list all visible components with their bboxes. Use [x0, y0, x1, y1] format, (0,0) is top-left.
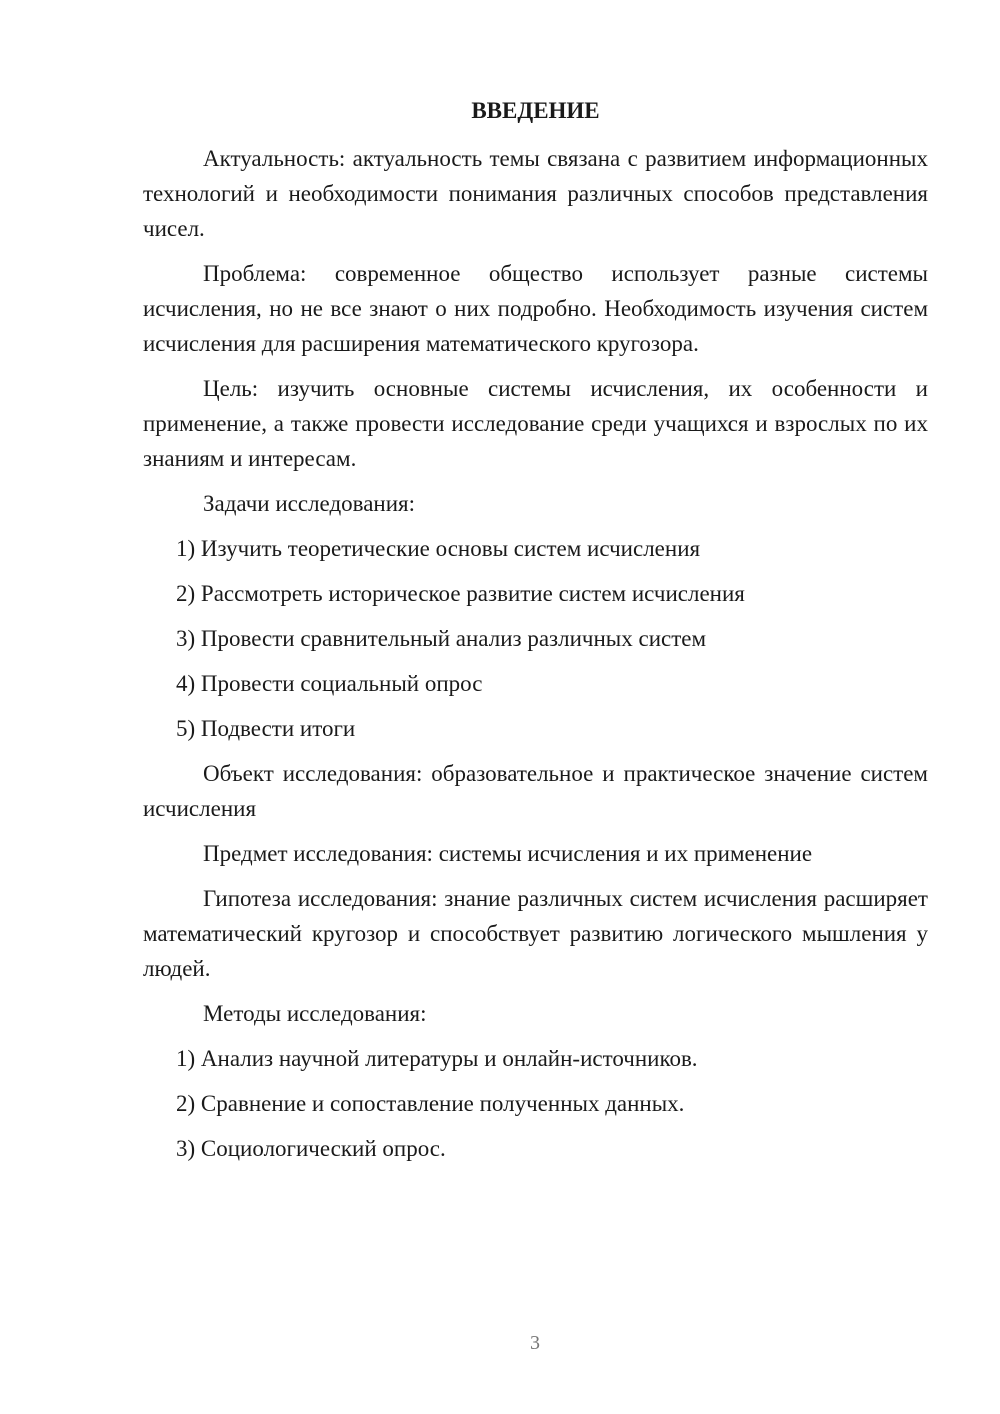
hypothesis-paragraph: Гипотеза исследования: знание различных систем исчисления расширяет математический кругозор и способствует развитию логического мышления у людей.	[143, 886, 928, 981]
section-title: ВВЕДЕНИЕ	[471, 98, 600, 123]
task-item: 1) Изучить теоретические основы систем исчисления	[176, 536, 701, 561]
methods-heading: Методы исследования:	[203, 1001, 427, 1026]
relevance-paragraph: Актуальность: актуальность темы связана с развитием информационных технологий и необходимости понимания различных способов представления чисел.	[143, 146, 928, 241]
task-item: 4) Провести социальный опрос	[176, 671, 483, 696]
object-paragraph: Объект исследования: образовательное и практическое значение систем исчисления	[143, 761, 928, 821]
task-item: 5) Подвести итоги	[176, 716, 356, 741]
page-number: 3	[530, 1332, 540, 1354]
page-content	[143, 93, 928, 1166]
task-item: 2) Рассмотреть историческое развитие систем исчисления	[176, 581, 745, 606]
goal-paragraph: Цель: изучить основные системы исчисления, их особенности и применение, а также провести исследование среди учащихся и взрослых по их знаниям и интересам.	[143, 376, 928, 471]
subject-paragraph: Предмет исследования: системы исчисления и их применение	[203, 841, 813, 866]
task-item: 3) Провести сравнительный анализ различных систем	[176, 626, 707, 651]
method-item: 3) Социологический опрос.	[176, 1136, 446, 1161]
problem-paragraph: Проблема: современное общество использует разные системы исчисления, но не все знают о них подробно. Необходимость изучения систем исчисления для расширения математического кругозора.	[143, 261, 928, 356]
method-item: 2) Сравнение и сопоставление полученных данных.	[176, 1091, 685, 1116]
tasks-heading: Задачи исследования:	[203, 491, 416, 516]
method-item: 1) Анализ научной литературы и онлайн-источников.	[176, 1046, 698, 1071]
